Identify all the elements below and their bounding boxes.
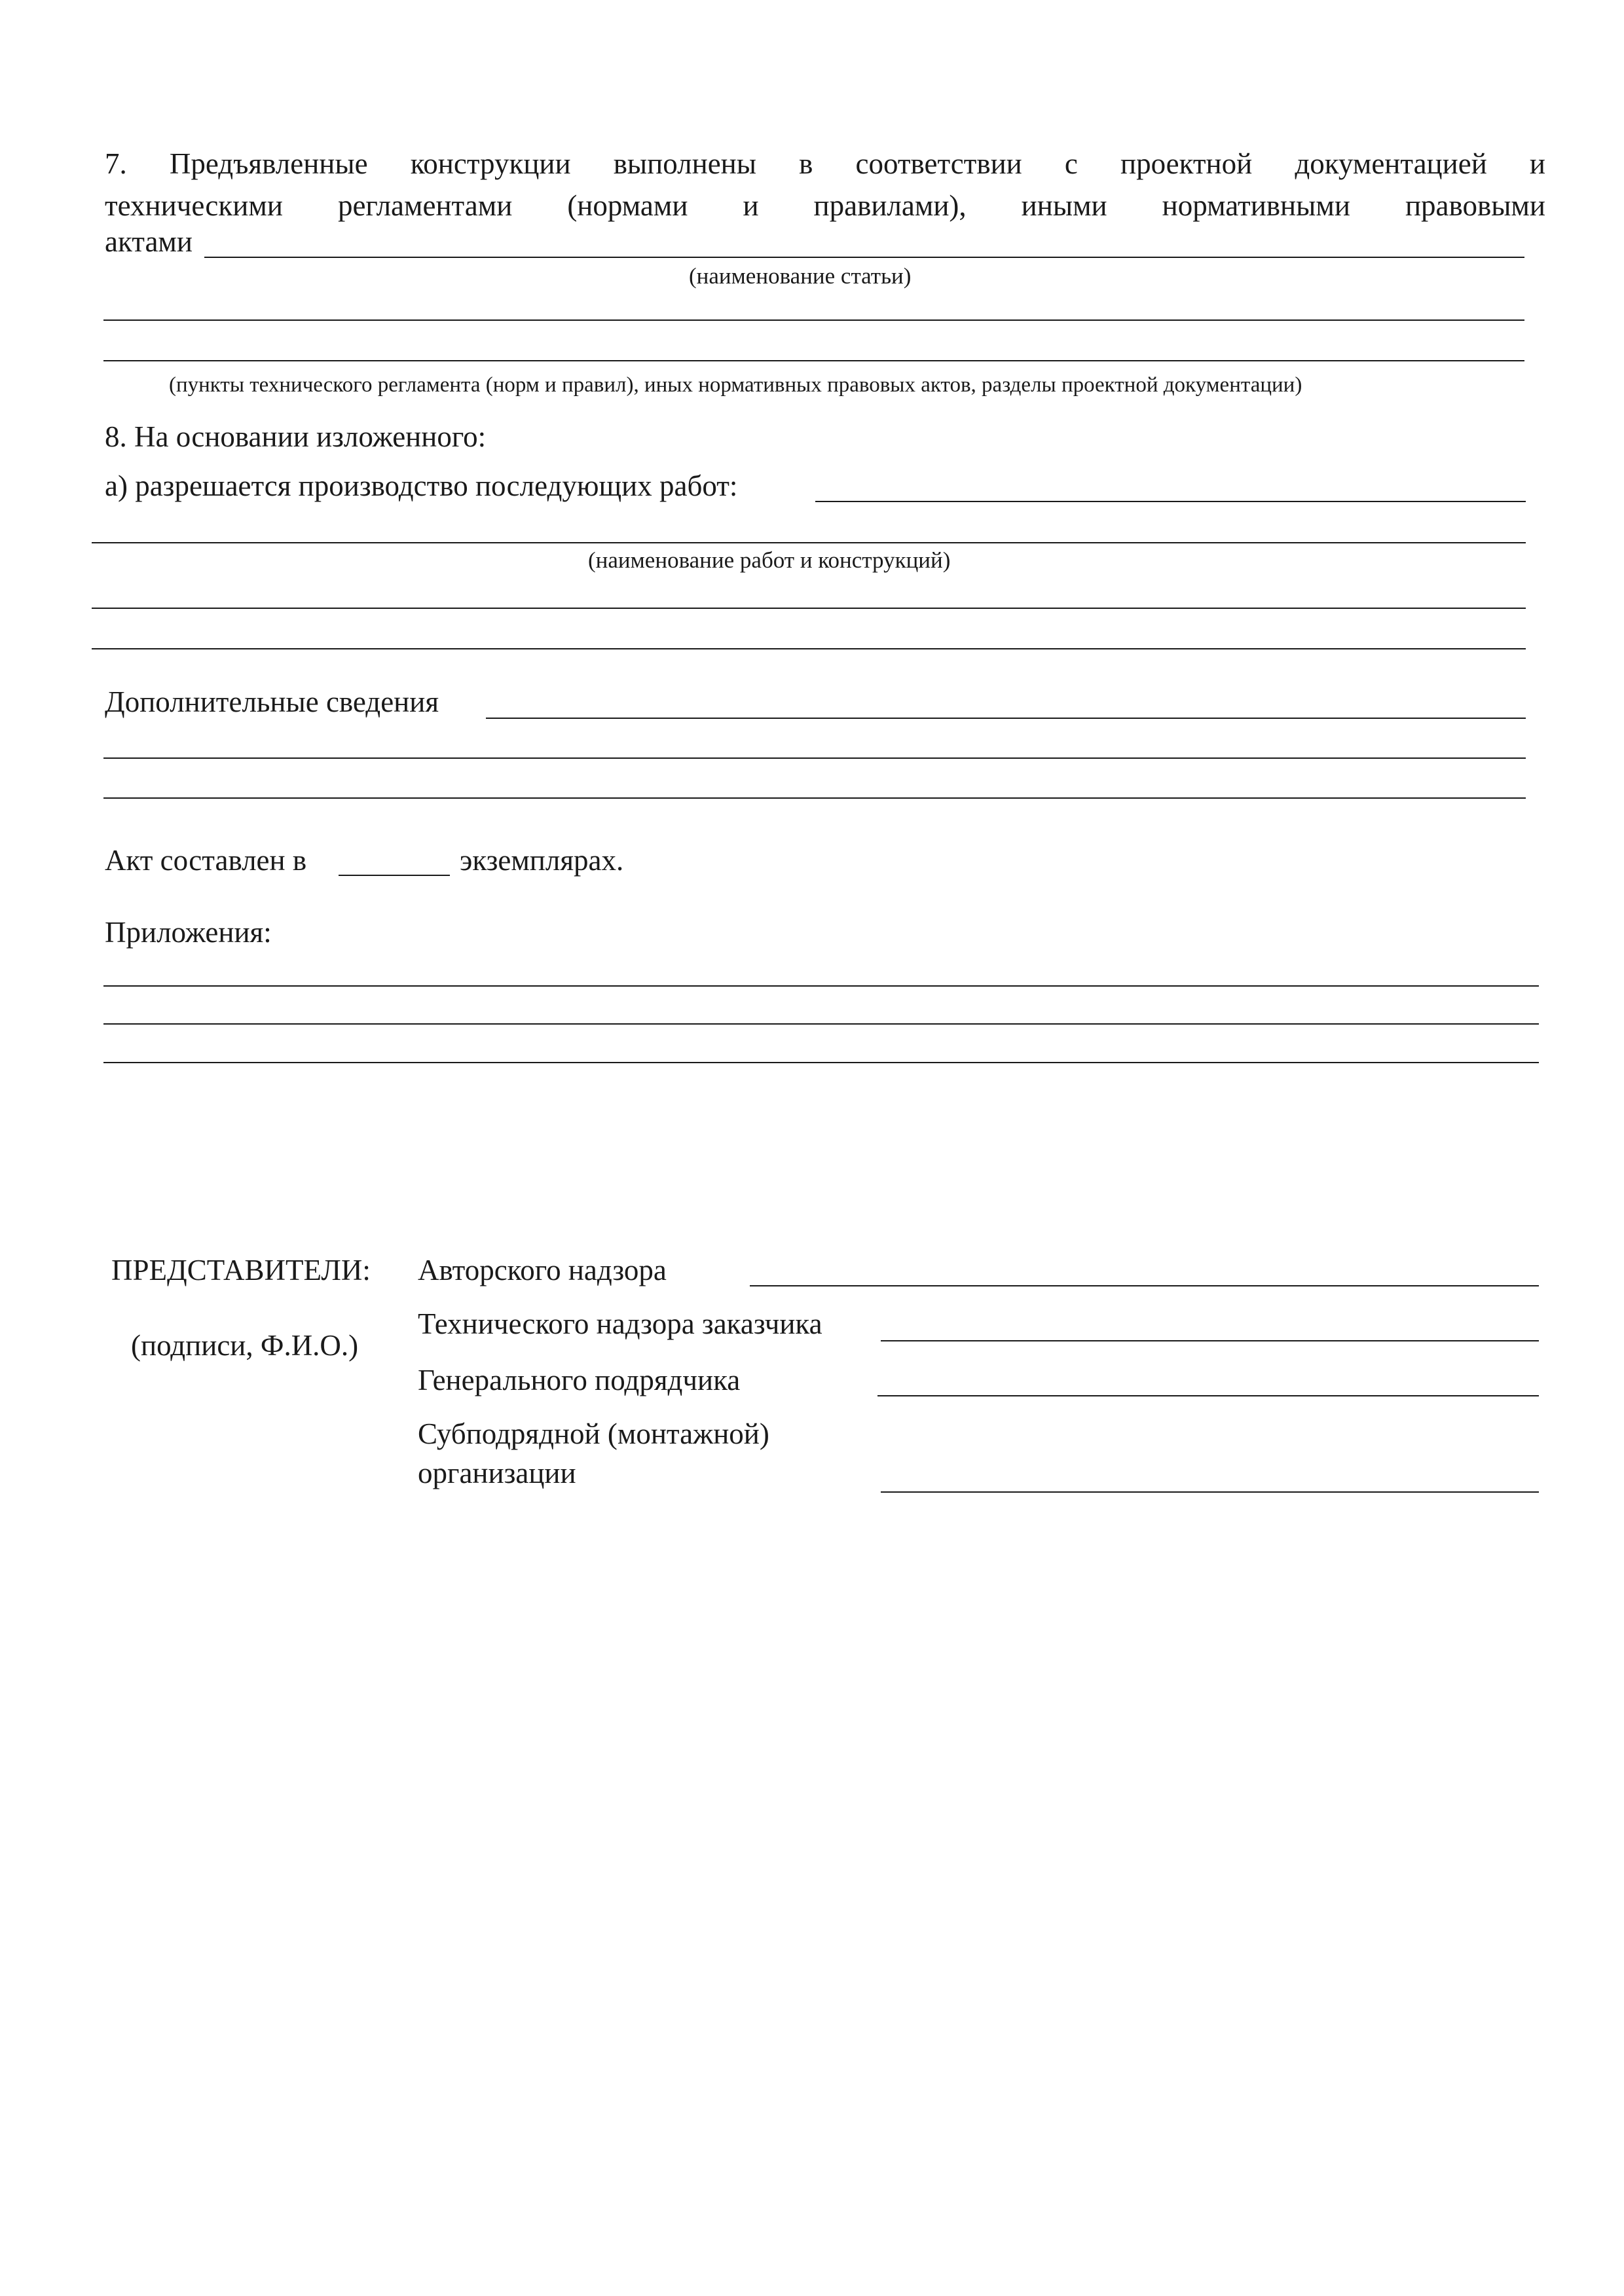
rep-customer-supervision-signature-line[interactable] <box>881 1340 1539 1341</box>
rep-author-supervision-signature-line[interactable] <box>750 1285 1539 1286</box>
copies-prefix: Акт составлен в <box>105 844 307 877</box>
acts-input-line[interactable] <box>204 257 1524 258</box>
additional-line-2[interactable] <box>103 757 1526 759</box>
rep-author-supervision-label: Авторского надзора <box>418 1254 667 1286</box>
attachments-label: Приложения: <box>105 916 272 949</box>
additional-label: Дополнительные сведения <box>105 685 439 718</box>
attachments-line-2[interactable] <box>103 1023 1539 1025</box>
representatives-heading: ПРЕДСТАВИТЕЛИ: <box>111 1254 371 1286</box>
rep-subcontractor-label-line1: Субподрядной (монтажной) <box>418 1417 769 1450</box>
copies-count-input-line[interactable] <box>339 875 450 876</box>
caption-points: (пункты технического регламента (норм и правил), иных нормативных правовых актов, разделы проектной документации) <box>169 373 1302 397</box>
attachments-line-3[interactable] <box>103 1062 1539 1063</box>
caption-article: (наименование статьи) <box>689 263 912 289</box>
works-input-line[interactable] <box>815 501 1526 502</box>
caption-works: (наименование работ и конструкций) <box>588 547 951 573</box>
section7-line1: 7. Предъявленные конструкции выполнены в соответствии с проектной документацией и <box>105 147 1545 180</box>
section7-line2: техническими регламентами (нормами и правилами), иными нормативными правовыми <box>105 189 1545 222</box>
rep-general-contractor-signature-line[interactable] <box>877 1395 1539 1396</box>
section8-item-a: а) разрешается производство последующих работ: <box>105 469 738 502</box>
section8-heading: 8. На основании изложенного: <box>105 420 487 453</box>
works-line-2[interactable] <box>92 542 1526 543</box>
section7-line3: актами <box>105 225 193 258</box>
copies-suffix: экземплярах. <box>460 844 624 877</box>
works-line-4[interactable] <box>92 648 1526 649</box>
acts-line-3[interactable] <box>103 360 1524 361</box>
additional-input-line[interactable] <box>486 718 1526 719</box>
rep-subcontractor-label-line2: организации <box>418 1457 576 1489</box>
attachments-line-1[interactable] <box>103 985 1539 987</box>
additional-line-3[interactable] <box>103 797 1526 799</box>
rep-general-contractor-label: Генерального подрядчика <box>418 1364 741 1396</box>
signatures-note: (подписи, Ф.И.О.) <box>131 1329 359 1362</box>
rep-subcontractor-signature-line[interactable] <box>881 1491 1539 1493</box>
works-line-3[interactable] <box>92 608 1526 609</box>
rep-customer-supervision-label: Технического надзора заказчика <box>418 1307 822 1340</box>
acts-line-2[interactable] <box>103 319 1524 321</box>
